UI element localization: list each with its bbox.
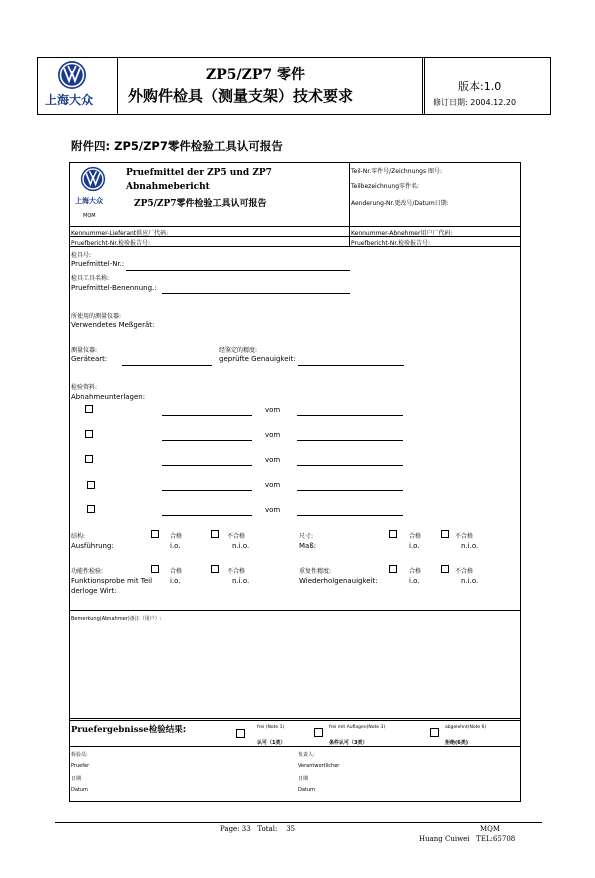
doc-date-2[interactable] [297, 440, 403, 441]
result-abgelehnt-checkbox[interactable] [430, 728, 439, 737]
form-logo [80, 166, 106, 196]
datum-label-1: Datum [71, 787, 88, 793]
chicun-de: Maß: [299, 542, 317, 550]
buhege-label: 不合格 [227, 568, 246, 575]
jianyanyuan-label: 检验员: [71, 752, 88, 758]
jiegou-de: Ausführung: [71, 542, 114, 550]
jiegou-cn: 结构: [71, 533, 86, 540]
io-label: i.o. [409, 577, 420, 585]
gongneng-de2: derloge Wirt: [71, 587, 117, 595]
jianyan-ziliao-de: Abnahmeunterlagen: [71, 393, 146, 401]
vw-logo [57, 60, 87, 94]
doc-field-3[interactable] [162, 465, 252, 466]
jingdu-cn: 经鉴定的精度: [219, 347, 258, 354]
footer-author: Huang Cuiwei [419, 835, 470, 843]
jianjuhao-label: 检具号: [71, 252, 92, 259]
jianjumingcheng-label: 检具工具名称: [71, 275, 110, 282]
aenderung-label: Aenderung-Nr.更改号/Datum日期: [351, 200, 449, 207]
buhege-label: 不合格 [455, 568, 474, 575]
attachment-title: 附件四: ZP5/ZP7零件检验工具认可报告 [71, 139, 283, 153]
chongfu-de: Wiederholgenauigkeit: [299, 577, 378, 585]
form-title-cn: ZP5/ZP7零件检验工具认可报告 [134, 199, 267, 209]
kennummer-abnehmer: Kennummer-Abnehmer用户厂代码: [351, 230, 453, 237]
io-label: i.o. [170, 542, 181, 550]
teilbezeichnung-label: Teilbezeichnung零件名: [351, 183, 420, 190]
celiang-yiqi-cn: 测量仪器: [71, 347, 98, 354]
form-logo-text: 上海大众 [75, 197, 103, 205]
result-auflagen-checkbox[interactable] [314, 728, 323, 737]
hege-label: 合格 [409, 533, 422, 540]
pm-nr-label: Pruefmittel-Nr.: [71, 260, 125, 268]
nio-label: n.i.o. [461, 577, 479, 585]
doc-checkbox-5[interactable] [87, 505, 95, 513]
header-version: 版本:1.0 [458, 80, 502, 93]
vw-logo-icon [80, 166, 106, 192]
datum-label-2: Datum [298, 787, 315, 793]
pm-nr-field[interactable] [126, 270, 350, 271]
chongfu-pass-checkbox[interactable] [389, 565, 397, 573]
doc-checkbox-3[interactable] [85, 455, 93, 463]
doc-field-2[interactable] [162, 440, 252, 441]
doc-checkbox-4[interactable] [87, 481, 95, 489]
doc-date-3[interactable] [297, 465, 403, 466]
footer-page [220, 825, 295, 833]
vom-label: vom [265, 431, 281, 439]
footer-page-number: Page: 33 [220, 825, 251, 833]
doc-field-5[interactable] [162, 515, 252, 516]
opt1-top: frei (Note 1) [257, 725, 285, 730]
suoyong-cn: 所使用的测量仪器: [71, 313, 122, 320]
jiegou-fail-checkbox[interactable] [211, 530, 219, 538]
doc-field-4[interactable] [162, 490, 252, 491]
io-label: i.o. [170, 577, 181, 585]
pm-benennung-label: Pruefmittel-Benennung.: [71, 284, 157, 292]
teil-nr-label: Teil-Nr.零件号/Zeichnungs 图号: [351, 168, 443, 175]
hege-label: 合格 [170, 568, 183, 575]
pruefergebnisse-label [71, 723, 186, 735]
pruefbericht-nr-right: Pruefbericht-Nr.检验报告号: [351, 240, 431, 247]
opt3-top: abgelehnt(Note 6) [445, 725, 487, 730]
nio-label: n.i.o. [232, 577, 250, 585]
gongneng-fail-checkbox[interactable] [211, 565, 219, 573]
form-title-de-1: Pruefmittel der ZP5 und ZP7 [126, 168, 272, 178]
celiang-yiqi-de: Geräteart: [71, 355, 108, 363]
gongneng-cn: 功能性检验: [71, 568, 104, 575]
doc-date-4[interactable] [297, 490, 403, 491]
bemerkung-label: Bemerkung(Abnahmer)备注（用户）: [71, 616, 162, 622]
suoyong-de: Verwendetes Meßgerät: [71, 321, 155, 329]
nio-label: n.i.o. [232, 542, 250, 550]
genauigkeit-field[interactable] [298, 365, 404, 366]
header-logo-text: 上海大众 [45, 93, 94, 107]
bemerkung-area[interactable] [70, 625, 520, 717]
hege-label: 合格 [170, 533, 183, 540]
vom-label: vom [265, 481, 281, 489]
chongfu-fail-checkbox[interactable] [441, 565, 449, 573]
buhege-label: 不合格 [455, 533, 474, 540]
pm-benennung-field[interactable] [162, 293, 350, 294]
pruefergebnisse-cn: 检验结果: [148, 725, 187, 735]
riqi-label-1: 日期 [71, 776, 82, 782]
verantwortlich-label: Verantwortlicher [298, 763, 340, 769]
riqi-label-2: 日期 [298, 776, 309, 782]
footer-contact [419, 835, 515, 843]
vom-label: vom [265, 406, 281, 414]
vom-label: vom [265, 506, 281, 514]
opt2-top: frei mit Auflagen(Note 3) [329, 725, 386, 730]
form-title-de-2: Abnahmebericht [126, 182, 210, 192]
pruefbericht-nr-left: Pruefbericht-Nr.检验报告号: [71, 240, 151, 247]
chicun-pass-checkbox[interactable] [389, 530, 397, 538]
header-revision-date: 修订日期: 2004.12.20 [433, 98, 517, 107]
fuzeren-label: 负责人: [298, 752, 315, 758]
footer-mqm: MQM [480, 825, 501, 833]
nio-label: n.i.o. [461, 542, 479, 550]
doc-checkbox-2[interactable] [85, 430, 93, 438]
opt1-bottom: 认可（1类） [257, 740, 286, 746]
pruefer-label: Pruefer [71, 763, 90, 769]
footer-total: 35 [286, 825, 296, 833]
jingdu-de: geprüfte Genauigkeit: [219, 355, 296, 363]
header-title-line1: ZP5/ZP7 零件 [206, 67, 305, 83]
result-frei-checkbox[interactable] [236, 729, 245, 738]
geraeteart-field[interactable] [122, 365, 212, 366]
vw-logo-icon [57, 60, 87, 90]
vom-label: vom [265, 456, 281, 464]
chicun-cn: 尺寸: [299, 533, 314, 540]
buhege-label: 不合格 [227, 533, 246, 540]
kennummer-lieferant: Kennummer-Lieferant供应厂代码: [71, 230, 169, 237]
footer-total-label: Total: [257, 825, 278, 833]
gongneng-de1: Funktionsprobe mit Teil [71, 577, 153, 585]
doc-checkbox-1[interactable] [85, 405, 93, 413]
chicun-fail-checkbox[interactable] [441, 530, 449, 538]
footer-rule [55, 822, 542, 823]
gongneng-pass-checkbox[interactable] [151, 565, 159, 573]
opt2-bottom: 条件认可（3类） [329, 740, 368, 746]
chongfu-cn: 重复性精度: [299, 568, 332, 575]
opt3-bottom: 拒绝(6类) [445, 740, 469, 746]
form-logo-sub: MQM [83, 213, 96, 219]
header-title-line2: 外购件检具（测量支架）技术要求 [128, 87, 354, 105]
footer-tel: TEL:65708 [476, 835, 516, 843]
jianyan-ziliao-cn: 检验资料: [71, 384, 98, 391]
pruefergebnisse-de: Pruefergebnisse [71, 725, 149, 735]
doc-date-5[interactable] [297, 515, 403, 516]
doc-field-1[interactable] [162, 415, 252, 416]
doc-date-1[interactable] [297, 415, 403, 416]
io-label: i.o. [409, 542, 420, 550]
jiegou-pass-checkbox[interactable] [151, 530, 159, 538]
hege-label: 合格 [409, 568, 422, 575]
